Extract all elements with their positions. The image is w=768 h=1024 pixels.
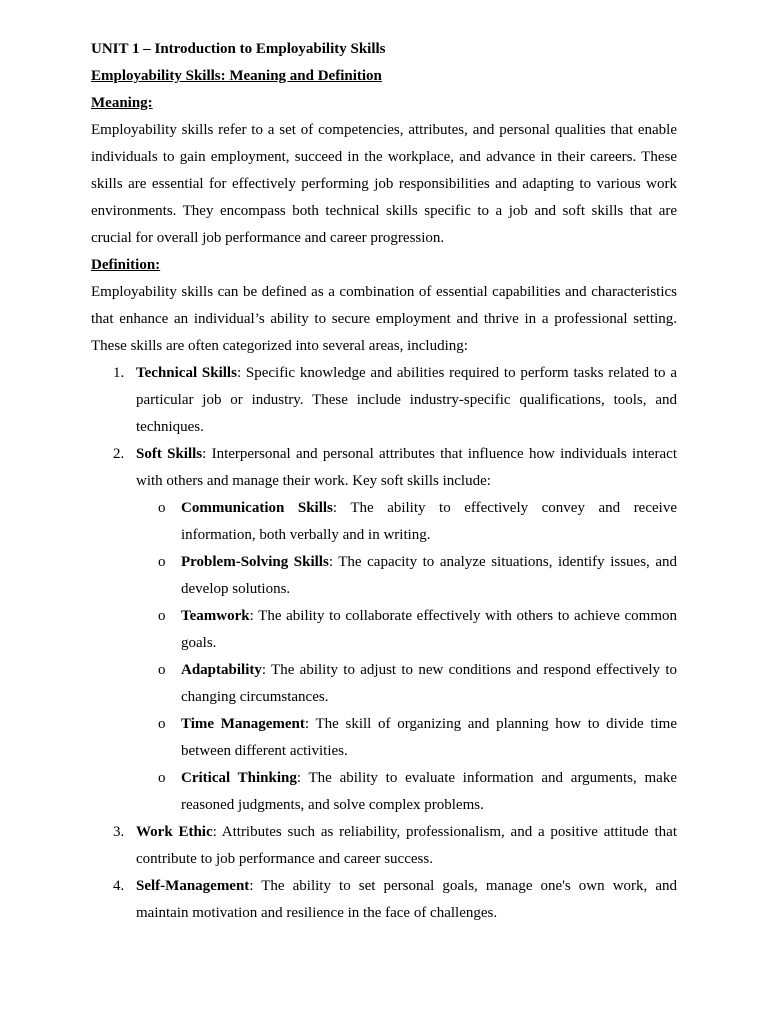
bullet-marker: o — [158, 662, 166, 678]
item-description: : Specific knowledge and abilities required to perform tasks related to a particular job or industry. These include industry-specific qualifications, tools, and techniques. — [136, 365, 677, 435]
sub-item-term: Communication Skills — [181, 500, 333, 516]
list-item-self-management — [91, 873, 677, 927]
bullet-marker: o — [158, 716, 166, 732]
meaning-heading: Meaning: — [91, 95, 153, 111]
sublist-item — [136, 603, 677, 657]
document-page — [91, 36, 677, 927]
item-description: : The ability to set personal goals, manage one's own work, and maintain motivation and resilience in the face of challenges. — [136, 878, 677, 921]
bullet-marker: o — [158, 500, 166, 516]
item-term: Self-Management — [136, 878, 250, 894]
list-item-work-ethic — [91, 819, 677, 873]
item-term: Work Ethic — [136, 824, 213, 840]
section-title: Employability Skills: Meaning and Definition — [91, 68, 382, 84]
sub-item-term: Adaptability — [181, 662, 262, 678]
sublist-item — [136, 711, 677, 765]
list-item-soft-skills — [91, 441, 677, 819]
sub-item-description: : The skill of organizing and planning how to divide time between different activities. — [181, 716, 677, 759]
bullet-marker: o — [158, 608, 166, 624]
list-item-technical-skills — [91, 360, 677, 441]
sub-item-description: : The capacity to analyze situations, identify issues, and develop solutions. — [181, 554, 677, 597]
list-number: 3. — [113, 824, 125, 840]
item-description: : Interpersonal and personal attributes that influence how individuals interact with others and manage their work. Key soft skills include: — [136, 446, 677, 489]
definition-heading: Definition: — [91, 257, 161, 273]
skill-areas-list — [91, 360, 677, 927]
sub-item-term: Teamwork — [181, 608, 250, 624]
sub-item-description: : The ability to adjust to new conditions and respond effectively to changing circumstances. — [181, 662, 677, 705]
sublist-item — [136, 657, 677, 711]
bullet-marker: o — [158, 770, 166, 786]
list-number: 4. — [113, 878, 125, 894]
sub-item-term: Problem-Solving Skills — [181, 554, 329, 570]
item-term: Soft Skills — [136, 446, 203, 462]
definition-paragraph: Employability skills can be defined as a combination of essential capabilities and characteristics that enhance an individual’s ability to secure employment and thrive in a professional setting. These skills are often categorized into several areas, including: — [91, 284, 677, 354]
sub-item-term: Time Management — [181, 716, 305, 732]
sublist-item — [136, 549, 677, 603]
bullet-marker: o — [158, 554, 166, 570]
sub-item-description: : The ability to evaluate information and arguments, make reasoned judgments, and solve complex problems. — [181, 770, 677, 813]
sublist-item — [136, 495, 677, 549]
sublist-item — [136, 765, 677, 819]
sub-item-description: : The ability to effectively convey and receive information, both verbally and in writing. — [181, 500, 677, 543]
unit-title: UNIT 1 – Introduction to Employability Skills — [91, 41, 386, 57]
list-number: 2. — [113, 446, 125, 462]
list-number: 1. — [113, 365, 125, 381]
item-description: : Attributes such as reliability, professionalism, and a positive attitude that contribute to job performance and career success. — [136, 824, 677, 867]
sub-item-term: Critical Thinking — [181, 770, 297, 786]
soft-skills-sublist — [136, 495, 677, 819]
meaning-paragraph: Employability skills refer to a set of competencies, attributes, and personal qualities that enable individuals to gain employment, succeed in the workplace, and advance in their careers. These skills are essential for effectively performing job responsibilities and adapting to various work environments. They encompass both technical skills specific to a job and soft skills that are crucial for overall job performance and career progression. — [91, 122, 677, 246]
sub-item-description: : The ability to collaborate effectively with others to achieve common goals. — [181, 608, 677, 651]
item-term: Technical Skills — [136, 365, 237, 381]
